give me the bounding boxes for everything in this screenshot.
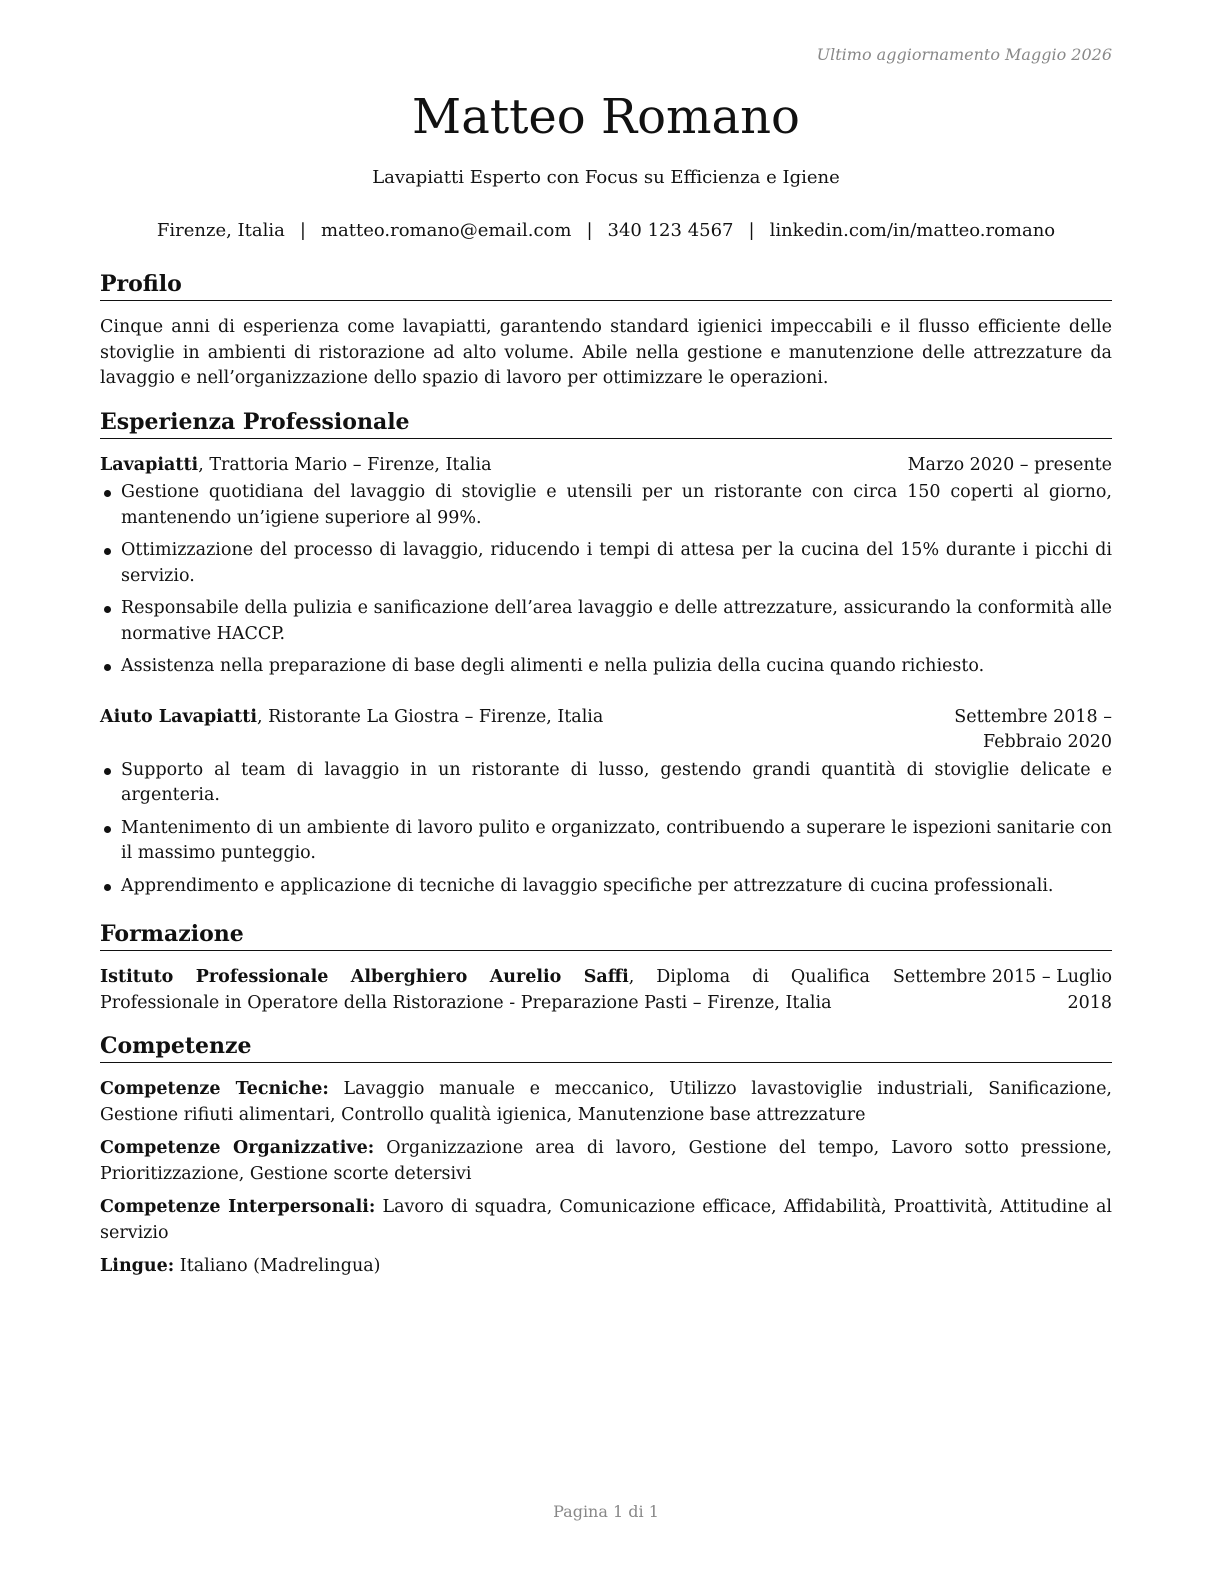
profile-text: Cinque anni di esperienza come lavapiatti, garantendo standard igienici impeccabili e il flusso efficiente delle stoviglie in ambienti di ristorazione ad alto volume. Abile nella gestione e manutenzione delle attrezzature da lavaggio e nell’organizzazione dello spazio di lavoro per ottimizzare le operazioni. [100,317,1112,388]
skill-label: Competenze Interpersonali: [100,1197,376,1217]
skill-group [100,1077,1112,1128]
skill-group [100,1254,1112,1280]
bullet-text: Assistenza nella preparazione di base degli alimenti e nella pulizia della cucina quando richiesto. [121,656,985,676]
education-entry [100,965,1112,1016]
job-header [100,705,1112,756]
list-item [100,816,1112,867]
bullet-icon [104,826,111,833]
section-title-profile: Profilo [100,270,1112,301]
resume-page [100,0,1112,1584]
job-title-line [100,453,492,479]
education-description [100,965,870,1016]
education-dates: Settembre 2015 – Luglio 2018 [892,967,1112,1013]
bullet-text: Responsabile della pulizia e sanificazione dell’area lavaggio e delle attrezzature, assicurando la conformità alle normative HACCP. [121,598,1112,644]
job-employer: , Trattoria Mario – Firenze, Italia [198,454,492,475]
skill-label: Lingue: [100,1256,175,1276]
section-title-education: Formazione [100,920,1112,951]
resume-content [100,270,1112,1288]
list-item [100,538,1112,589]
contact-phone: 340 123 4567 [607,220,734,241]
bullet-icon [104,884,111,891]
bullet-icon [104,490,111,497]
skill-group [100,1136,1112,1187]
job-bullets [100,758,1112,900]
section-title-skills: Competenze [100,1032,1112,1063]
list-item [100,596,1112,647]
job-employer: , Ristorante La Giostra – Firenze, Italia [257,706,604,727]
list-item [100,654,1112,680]
skill-label: Competenze Organizzative: [100,1138,375,1158]
list-item [100,874,1112,900]
contact-separator: | [586,220,593,241]
bullet-text: Supporto al team di lavaggio in un ristorante di lusso, gestendo grandi quantità di stoviglie delicate e argenteria. [121,759,1112,805]
contact-separator: | [748,220,755,241]
contact-linkedin: linkedin.com/in/matteo.romano [769,220,1056,241]
headline: Lavapiatti Esperto con Focus su Efficienza e Igiene [372,167,840,188]
skill-value: Organizzazione area di lavoro, Gestione del tempo, Lavoro sotto pressione, Prioritizzazione, Gestione scorte detersivi [100,1138,1112,1184]
job-entry [100,705,1112,900]
skill-group [100,1195,1112,1246]
job-bullets [100,480,1112,680]
section-title-experience: Esperienza Professionale [100,408,1112,439]
bullet-icon [104,664,111,671]
bullet-text: Apprendimento e applicazione di tecniche di lavaggio specifiche per attrezzature di cucina professionali. [121,875,1054,896]
job-dates: Marzo 2020 – presente [907,454,1112,475]
job-header [100,453,1112,479]
page-number: Pagina 1 di 1 [553,1502,659,1521]
job-dates: Settembre 2018 – Febbraio 2020 [954,706,1112,752]
contact-separator: | [299,220,306,241]
bullet-icon [104,606,111,613]
bullet-text: Gestione quotidiana del lavaggio di stoviglie e utensili per un ristorante con circa 150 coperti al giorno, mantenendo un’igiene superiore al 99%. [121,482,1112,528]
bullet-icon [104,768,111,775]
candidate-name: Matteo Romano [412,89,800,145]
bullet-text: Ottimizzazione del processo di lavaggio, riducendo i tempi di attesa per la cucina del 15% durante i picchi di servizio. [121,540,1112,586]
list-item [100,480,1112,531]
skill-label: Competenze Tecniche: [100,1079,329,1099]
job-title-line [100,705,603,756]
contact-line [100,220,1112,241]
bullet-icon [104,548,111,555]
education-school: Istituto Professionale Alberghiero Aurelio Saffi [100,967,629,987]
skill-value: Lavaggio manuale e meccanico, Utilizzo lavastoviglie industriali, Sanificazione, Gestione rifiuti alimentari, Controllo qualità igienica, Manutenzione base attrezzature [100,1079,1112,1125]
job-role: Lavapiatti [100,454,199,475]
last-updated: Ultimo aggiornamento Maggio 2026 [816,45,1112,64]
bullet-text: Mantenimento di un ambiente di lavoro pulito e organizzato, contribuendo a superare le ispezioni sanitarie con il massimo punteggio. [121,817,1112,863]
list-item [100,758,1112,809]
contact-email: matteo.romano@email.com [320,220,572,241]
skill-value: Italiano (Madrelingua) [174,1256,381,1276]
job-entry [100,453,1112,680]
education-details: , Diploma di Qualifica Professionale in Operatore della Ristorazione - Preparazione Pasti – Firenze, Italia [100,967,870,1013]
skill-value: Lavoro di squadra, Comunicazione efficace, Affidabilità, Proattività, Attitudine al servizio [100,1197,1112,1243]
job-role: Aiuto Lavapiatti [100,706,257,727]
contact-location: Firenze, Italia [156,220,285,241]
